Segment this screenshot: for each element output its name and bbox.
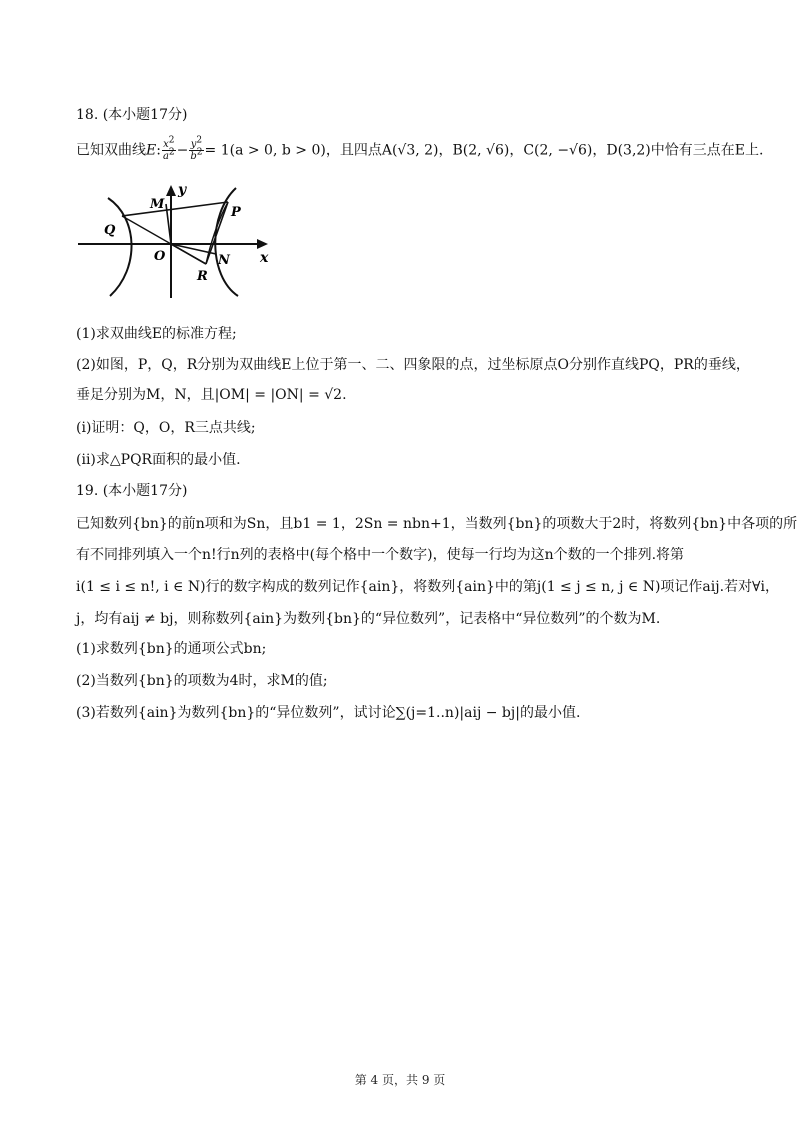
line-OR xyxy=(171,244,206,264)
page-footer: 第 4 页，共 9 页 xyxy=(354,1073,446,1087)
q18-intro-pre: 已知双曲线 xyxy=(76,142,146,159)
label-M: M xyxy=(150,197,165,212)
label-x: x xyxy=(260,250,269,266)
label-R: R xyxy=(197,269,208,284)
q19-line4: j，均有aij ≠ bj，则称数列{ain}为数列{bn}的“异位数列”，记表格中“异位数列”的个数为M. xyxy=(76,611,661,627)
label-O: O xyxy=(154,249,166,264)
q18-intro: 已知双曲线E: $\frac{x^2}{a^2}$ − $\frac{y^2}{b^2}$ = 1(a > 0, b > 0)，且四点A(√3, 2)，B(2, √6)，C(2, −√6)，D(3,2)中恰有三点在E上. xyxy=(76,135,764,162)
q19-part3: (3)若数列{ain}为数列{bn}的“异位数列”，试讨论∑(j=1..n)|aij − bj|的最小值. xyxy=(76,705,581,721)
q19-line1: 已知数列{bn}的前n项和为Sn，且b1 = 1，2Sn = nbn+1，当数列{bn}的项数大于2时，将数列{bn}中各项的所 xyxy=(76,516,798,532)
fraction-x2-a2: $\frac{x^2}{a^2}$ xyxy=(162,135,175,162)
y-axis-arrow xyxy=(166,185,176,196)
q19-line2: 有不同排列填入一个n!行n列的表格中(每个格中一个数字)，使每一行均为这n个数的一个排列.将第 xyxy=(76,547,685,563)
q19-header: 19. (本小题17分) xyxy=(76,483,188,499)
hyperbola-figure xyxy=(76,176,276,302)
label-y: y xyxy=(178,182,187,198)
line-PQ xyxy=(122,202,228,216)
q18-part2-ii: (ii)求△PQR面积的最小值. xyxy=(76,452,241,468)
left-branch xyxy=(108,198,132,296)
q19-part2: (2)当数列{bn}的项数为4时，求M的值; xyxy=(76,673,328,689)
q18-part2-line2: 垂足分别为M，N，且|OM| = |ON| = √2. xyxy=(76,387,347,403)
q19-part1: (1)求数列{bn}的通项公式bn; xyxy=(76,641,267,657)
q18-part2-i: (i)证明：Q，O，R三点共线; xyxy=(76,420,256,436)
label-Q: Q xyxy=(104,223,116,238)
q18-part1: (1)求双曲线E的标准方程; xyxy=(76,326,237,342)
fraction-y2-b2: $\frac{y^2}{b^2}$ xyxy=(190,135,203,162)
label-N: N xyxy=(218,253,230,268)
x-axis-arrow xyxy=(257,239,268,249)
q18-part2-line1: (2)如图，P，Q，R分别为双曲线E上位于第一、二、四象限的点，过坐标原点O分别作直线PQ，PR的垂线， xyxy=(76,357,750,373)
q18-header: 18. (本小题17分) xyxy=(76,107,188,123)
label-P: P xyxy=(231,205,241,220)
q19-line3: i(1 ≤ i ≤ n!, i ∈ N)行的数字构成的数列记作{ain}，将数列{ain}中的第j(1 ≤ j ≤ n, j ∈ N)项记作aij.若对∀i， xyxy=(76,579,779,595)
q18-intro-condition: = 1(a > 0, b > 0)，且四点A(√3, 2)，B(2, √6)，C(2, −√6)，D(3,2)中恰有三点在E上. xyxy=(204,142,764,159)
